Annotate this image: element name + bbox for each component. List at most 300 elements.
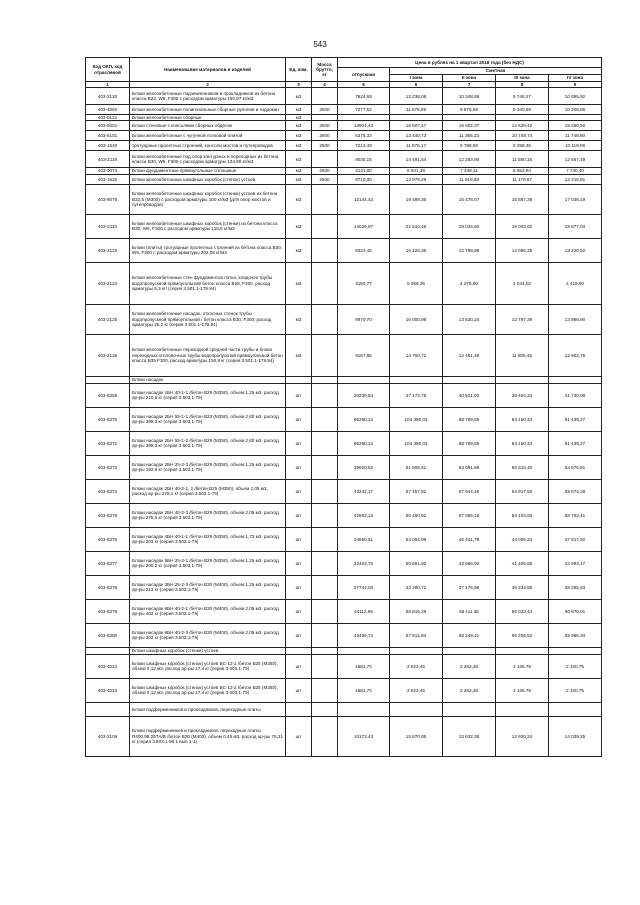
cell-release: 43242,17 — [338, 479, 390, 503]
cell-zone-3: 56 023,44 — [496, 599, 549, 623]
cell-release: 13904,43 — [338, 121, 390, 131]
cell-zone-3 — [496, 702, 549, 716]
cell-unit: шт — [286, 431, 312, 455]
cell-zone-3: 12 797,39 — [496, 304, 549, 334]
cell-mass — [312, 184, 338, 214]
cell-unit — [286, 647, 312, 654]
cell-mass — [312, 599, 338, 623]
table-row — [86, 88, 602, 105]
cell-release: 1681,70 — [338, 678, 390, 702]
cell-code: 403-2120 — [86, 88, 130, 105]
cell-zone-2: 10 348,68 — [443, 88, 496, 105]
section-row — [86, 647, 602, 654]
cell-mass — [312, 551, 338, 575]
cell-release: 7213,49 — [338, 141, 390, 151]
table-row — [86, 503, 602, 527]
cell-zone-4: 59 674,28 — [549, 479, 602, 503]
cell-name: Блоки подферменников и прокладников, переходные плиты — [130, 702, 286, 716]
cell-mass — [312, 654, 338, 678]
cell-release: 3150,77 — [338, 262, 390, 304]
cell-name: Блоки насадок 2БН 25-2-3 /бетон В25 (М350), объем 1,25 м3, расход ар-ры 192,6 кг (серия 3.503.1-79) — [130, 455, 286, 479]
cell-unit: шт — [286, 407, 312, 431]
table-row — [86, 575, 602, 599]
header-price-title: Цена в рублях на 1 квартал 2018 года (без НДС) — [338, 58, 602, 68]
cell-mass — [312, 383, 338, 407]
cell-name: Блоки железобетонные полигональные сборные рулонов и гидрокан — [130, 105, 286, 115]
cell-code: 403-2125 — [86, 304, 130, 334]
cell-zone-4: 2 320,75 — [549, 654, 602, 678]
cell-unit: шт — [286, 383, 312, 407]
cell-unit: м3 — [286, 141, 312, 151]
cell-zone-1: 43 280,72 — [390, 575, 443, 599]
table-row — [86, 407, 602, 431]
cell-unit: шт — [286, 575, 312, 599]
cell-code: 403-8377 — [86, 551, 130, 575]
table-row — [86, 238, 602, 262]
cell-code: 403-1520 — [86, 174, 130, 184]
cell-mass — [312, 678, 338, 702]
cell-code: 403-5101 — [86, 131, 130, 141]
cell-zone-4: 4 419,90 — [549, 262, 602, 304]
cell-zone-2: 2 253,48 — [443, 654, 496, 678]
cell-zone-4: 14 039,25 — [549, 716, 602, 756]
cell-zone-1: 67 457,82 — [390, 479, 443, 503]
cell-zone-1 — [390, 647, 443, 654]
cell-zone-1: 16 000,98 — [390, 304, 443, 334]
cell-zone-3: 12 920,24 — [496, 716, 549, 756]
cell-name: Блоки железобетонные насадок, откосных стенок трубы водопропускной прямоугольной / бетон класса В30, F300, расход арматуры 25,2 кг (серия 3.501.1-179.94) — [130, 304, 286, 334]
cell-mass: 2500 — [312, 121, 338, 131]
cell-code: 403-8375 — [86, 503, 130, 527]
cell-zone-3 — [496, 647, 549, 654]
cell-zone-4: 41 730,08 — [549, 383, 602, 407]
cell-release: 42503,13 — [338, 503, 390, 527]
cell-name: Блоки насадок 2БН 55-1-2 /бетон В25 (М350), объем 2,60 м3, расход ар-ры 398,3 кг (серия 3.503.1-79) — [130, 431, 286, 455]
cell-zone-1: 103 386,03 — [390, 431, 443, 455]
cell-code: 403-4013 — [86, 678, 130, 702]
table-row — [86, 455, 602, 479]
cell-code: 403-8372 — [86, 455, 130, 479]
cell-mass — [312, 431, 338, 455]
cell-zone-3: 44 006,24 — [496, 527, 549, 551]
cell-release: 9424,45 — [338, 238, 390, 262]
cell-name: Блоки фундаментные прямоугольные сплошные — [130, 168, 286, 174]
cell-zone-3: 84 150,43 — [496, 431, 549, 455]
cell-unit: м3 — [286, 238, 312, 262]
cell-zone-3: 4 044,02 — [496, 262, 549, 304]
cell-zone-2: 19 034,60 — [443, 214, 496, 238]
cell-zone-4: 54 676,81 — [549, 455, 602, 479]
cell-zone-4: 60 876,01 — [549, 599, 602, 623]
cell-name: Блоки (плиты) тротуарные пролетных строений из бетона класса В30, W6, F300 с расходом арматуры 202,08 кг/м3 — [130, 238, 286, 262]
cell-mass — [312, 88, 338, 105]
cell-release: 6375,33 — [338, 131, 390, 141]
cell-code: 403-8378 — [86, 575, 130, 599]
cell-zone-2: 13 530,24 — [443, 304, 496, 334]
cell-unit: м3 — [286, 115, 312, 121]
column-number: 2 — [130, 82, 286, 88]
cell-name: Блоки железобетонные с чугунной лотковой плитой — [130, 131, 286, 141]
cell-release: 30239,54 — [338, 383, 390, 407]
cell-zone-2: 16 802,37 — [443, 121, 496, 131]
table-row — [86, 334, 602, 376]
cell-unit: м3 — [286, 334, 312, 376]
cell-zone-1 — [390, 702, 443, 716]
cell-zone-3: 9 258,48 — [496, 141, 549, 151]
cell-unit: м3 — [286, 121, 312, 131]
header-release: отпускная — [338, 68, 390, 82]
cell-zone-1: 47 173,75 — [390, 383, 443, 407]
cell-mass — [312, 702, 338, 716]
cell-zone-2: 53 091,89 — [443, 455, 496, 479]
cell-zone-1: 14 760,72 — [390, 334, 443, 376]
cell-zone-2: 46 431,78 — [443, 527, 496, 551]
cell-zone-3: 2 135,78 — [496, 678, 549, 702]
cell-zone-4 — [549, 702, 602, 716]
cell-zone-2: 88 789,65 — [443, 431, 496, 455]
cell-zone-2: 57 944,46 — [443, 479, 496, 503]
cell-zone-3: 14 626,42 — [496, 121, 549, 131]
cell-unit: шт — [286, 503, 312, 527]
header-zone-3: III зона — [496, 75, 549, 82]
column-number: 3 — [286, 82, 312, 88]
header-name: Наименование материалов и изделий — [130, 58, 286, 82]
cell-name: Блоки насадок 3БН 25-2-3 /бетон В30 (М400), объем 1,25 м3, расход ар-ры 213 кг (серия 3.503.1-79) — [130, 575, 286, 599]
cell-mass — [312, 334, 338, 376]
cell-zone-4: 59 988,34 — [549, 623, 602, 647]
cell-zone-1: 15 870,85 — [390, 716, 443, 756]
cell-code: 403-4012 — [86, 654, 130, 678]
cell-release: 66260,24 — [338, 407, 390, 431]
cell-name: Блоки железобетонные шкафных коробок (стенки) устоев из бетона В22,5 (М300) с расходом арматуры 100 кг/м3 (для опор мостов и путепроводов) — [130, 184, 286, 214]
cell-code — [86, 376, 130, 383]
cell-zone-4: 19 677,04 — [549, 214, 602, 238]
cell-code: 403-2106 — [86, 716, 130, 756]
cell-code — [86, 647, 130, 654]
cell-release: 44112,96 — [338, 599, 390, 623]
cell-code: 403-8376 — [86, 527, 130, 551]
table-row — [86, 105, 602, 115]
cell-zone-1: 61 808,51 — [390, 455, 443, 479]
cell-unit: м3 — [286, 131, 312, 141]
table-row — [86, 131, 602, 141]
cell-unit: м3 — [286, 174, 312, 184]
cell-zone-1: 68 816,29 — [390, 599, 443, 623]
cell-zone-1: 6 641,38 — [390, 168, 443, 174]
cell-code: 403-2110 — [86, 214, 130, 238]
cell-zone-2: 15 478,07 — [443, 184, 496, 214]
cell-name: тротуарные пролетных строений, консоли мостов и путепроводов — [130, 141, 286, 151]
cell-code: 403-8371 — [86, 431, 130, 455]
header-zone-2: II зона — [443, 75, 496, 82]
table-row — [86, 678, 602, 702]
table-row — [86, 383, 602, 407]
table-row — [86, 141, 602, 151]
header-mass: Масса брутто, кг — [312, 58, 338, 82]
cell-mass: 2500 — [312, 105, 338, 115]
cell-zone-3: 38 404,24 — [496, 383, 549, 407]
column-number: 9 — [549, 82, 602, 88]
cell-zone-4 — [549, 376, 602, 383]
table-row — [86, 599, 602, 623]
cell-name: Блоки насадок 2БН 40-2-3 /бетон В25 (М350), объем 2,05 м3, расход ар-ры 275,5 кг (серия 3.503.1-79) — [130, 503, 286, 527]
cell-name: Блоки шкафных коробок (стенок) устоев БС-12-1 /бетон В25 (М350), объем 0,12 м3, расход ар-ры 17,4 кг (серия 3.503.1-79) — [130, 654, 286, 678]
cell-zone-4: 47 817,92 — [549, 527, 602, 551]
cell-zone-3: 54 917,50 — [496, 479, 549, 503]
cell-mass — [312, 214, 338, 238]
cell-zone-1: 15 124,36 — [390, 238, 443, 262]
cell-name: Блоки железобетонные шкафных коробок (стенок) устоев — [130, 174, 286, 184]
column-number: 5 — [338, 82, 390, 88]
cell-zone-3: 15 587,36 — [496, 184, 549, 214]
cell-code — [86, 702, 130, 716]
cell-zone-2 — [443, 647, 496, 654]
cell-release — [338, 647, 390, 654]
cell-name: Блоки насадок 1БН 40-1-1 /бетон В25 (М350), объем 1,25 м3, расход ар-ры 210,5 кг (серия 3.503.1-79) — [130, 383, 286, 407]
cell-zone-2 — [443, 376, 496, 383]
page-number: 543 — [313, 40, 327, 49]
cell-zone-4: 11 748,80 — [549, 131, 602, 141]
cell-release: 1681,70 — [338, 654, 390, 678]
cell-code: 403-8374 — [86, 479, 130, 503]
cell-code: 403-9075 — [86, 184, 130, 214]
cell-zone-1: 16 507,47 — [390, 121, 443, 131]
cell-unit: шт — [286, 527, 312, 551]
cell-release — [338, 376, 390, 383]
cell-zone-4: 7 740,40 — [549, 168, 602, 174]
cell-mass — [312, 503, 338, 527]
cell-release: 27744,03 — [338, 575, 390, 599]
cell-unit: м3 — [286, 168, 312, 174]
cell-zone-4: 10 695,92 — [549, 88, 602, 105]
cell-zone-1: 14 491,54 — [390, 151, 443, 168]
cell-code: 403-2126 — [86, 334, 130, 376]
cell-zone-2: 40 521,03 — [443, 383, 496, 407]
cell-name: Блоки насадок 2БН 40-2-1, 2 /бетон В25 (М350), объем 2,05 м3, расход ар-ры 278,1 кг (серия 3.503.1-79) — [130, 479, 286, 503]
cell-mass — [312, 716, 338, 756]
cell-unit: шт — [286, 654, 312, 678]
table-row — [86, 623, 602, 647]
cell-zone-2: 88 789,65 — [443, 407, 496, 431]
cell-name: Блоки железобетонные подземленников и прокладников из бетона класса В22, W6, F300 с расходом арматуры 156,97 кг/м3 — [130, 88, 286, 105]
cell-release: 4141,00 — [338, 168, 390, 174]
cell-unit: м3 — [286, 184, 312, 214]
table-row — [86, 174, 602, 184]
cell-release: 43469,74 — [338, 623, 390, 647]
cell-name: Блоки насадок 4БН 40-1-1 /бетон В25 (М350), объем 1,73 м3, расход ар-ры 203 кг (серия 3.503.1-79) — [130, 527, 286, 551]
cell-zone-3: 35 234,69 — [496, 575, 549, 599]
cell-zone-4: 58 792,41 — [549, 503, 602, 527]
cell-zone-1: 54 054,99 — [390, 527, 443, 551]
cell-unit: м3 — [286, 151, 312, 168]
column-number: 4 — [312, 82, 338, 88]
cell-zone-3: 6 652,94 — [496, 168, 549, 174]
cell-name: Блоки насадок 2БН 55-1-1 /бетон В23 (М350), объем 2,60 м3, расход ар-ры 398,3 кг (серия 3.503.1-79) — [130, 407, 286, 431]
cell-code: 403-0074 — [86, 168, 130, 174]
cell-name: Блоки насадок 5БН 25-2-1 /бетон В25 (М350), объем 1,25 м3, расход ар-ры 200,2 кг (серия 3.503.1-79) — [130, 551, 286, 575]
cell-mass: 2500 — [312, 141, 338, 151]
cell-zone-2: 9 875,59 — [443, 105, 496, 115]
cell-mass — [312, 262, 338, 304]
table-row — [86, 151, 602, 168]
cell-zone-4: 44 993,17 — [549, 551, 602, 575]
cell-zone-3: 55 206,52 — [496, 623, 549, 647]
cell-zone-2: 12 481,49 — [443, 334, 496, 376]
cell-mass — [312, 623, 338, 647]
cell-zone-1: 2 623,46 — [390, 654, 443, 678]
cell-unit: м3 — [286, 105, 312, 115]
cell-zone-1 — [390, 376, 443, 383]
table-body — [86, 88, 602, 756]
cell-mass: 2500 — [312, 174, 338, 184]
table-row — [86, 184, 602, 214]
price-table — [85, 57, 602, 757]
cell-unit: м3 — [286, 304, 312, 334]
cell-zone-4: 91 439,27 — [549, 407, 602, 431]
cell-zone-3: 18 003,62 — [496, 214, 549, 238]
column-number: 8 — [496, 82, 549, 88]
cell-zone-3: 12 096,25 — [496, 238, 549, 262]
table-row — [86, 214, 602, 238]
cell-release: 9167,86 — [338, 334, 390, 376]
cell-code: 403-8369 — [86, 383, 130, 407]
cell-mass — [312, 527, 338, 551]
cell-release: 14026,97 — [338, 214, 390, 238]
cell-name: Блоки насадок 6БН 40-2-3 /бетон В30 (М400), объем 2,05 м3, расход ар-ры 302 кг (серия 3.503.1-79) — [130, 623, 286, 647]
column-number: 6 — [390, 82, 443, 88]
cell-unit: шт — [286, 716, 312, 756]
cell-name: Блоки насадок — [130, 376, 286, 383]
cell-mass — [312, 647, 338, 654]
cell-code: 403-2123 — [86, 238, 130, 262]
cell-zone-2: 43 666,92 — [443, 551, 496, 575]
cell-mass — [312, 455, 338, 479]
table-row — [86, 304, 602, 334]
header-unit: Ед. изм. — [286, 58, 312, 82]
cell-name: Блоки насадок 6БН 40-2-1 /бетон В30 (М400), объем 2,05 м3, расход ар-ры 402 кг (серия 3.503.1-79) — [130, 599, 286, 623]
cell-release: 7624,69 — [338, 88, 390, 105]
header-zone-4: IV зона — [549, 75, 602, 82]
cell-zone-4: 10 208,85 — [549, 105, 602, 115]
cell-code: 403-4060 — [86, 105, 130, 115]
cell-zone-2: 37 176,98 — [443, 575, 496, 599]
cell-release: 66260,24 — [338, 431, 390, 455]
cell-zone-4: 13 966,90 — [549, 304, 602, 334]
cell-mass: 2500 — [312, 131, 338, 141]
cell-zone-3: 9 746,27 — [496, 88, 549, 105]
cell-name: Блоки железобетонные сборные — [130, 115, 286, 121]
table-row — [86, 479, 602, 503]
cell-code: 403-0121 — [86, 115, 130, 121]
table-row — [86, 431, 602, 455]
cell-zone-1: 13 440,73 — [390, 131, 443, 141]
table-row — [86, 716, 602, 756]
cell-zone-4 — [549, 647, 602, 654]
cell-mass — [312, 407, 338, 431]
cell-release: 39620,82 — [338, 455, 390, 479]
section-row — [86, 376, 602, 383]
cell-mass — [312, 479, 338, 503]
cell-zone-2: 2 253,48 — [443, 678, 496, 702]
cell-mass — [312, 238, 338, 262]
cell-unit: м3 — [286, 262, 312, 304]
cell-zone-2: 11 819,88 — [443, 174, 496, 184]
cell-zone-2: 58 249,41 — [443, 623, 496, 647]
table-header — [86, 58, 602, 88]
cell-unit: шт — [286, 479, 312, 503]
cell-release: 7277,52 — [338, 105, 390, 115]
cell-code: 403-8370 — [86, 407, 130, 431]
cell-zone-4: 12 218,81 — [549, 174, 602, 184]
cell-name: Блоки железобетонные стен фундаментов потка, кладочек трубы водопропускной прямоугольной/ бетон класса В28, F300, расход арматуры 5,3 кг/ (серия 3.501.1-179.94) — [130, 262, 286, 304]
cell-code: 403-5001 — [86, 121, 130, 131]
cell-name: Блоки железобетонные переходной средней части трубы и блоки переходных оголовочных трубы водопропускной прямоугольной бетон класса В35 F300, расход арматуры 150,9 кг (серия 3.501.1-179.94) — [130, 334, 286, 376]
cell-zone-3: 2 135,78 — [496, 654, 549, 678]
column-number: 1 — [86, 82, 130, 88]
cell-name: Блоки стеновые с консолями сборных обделок — [130, 121, 286, 131]
cell-unit: м3 — [286, 88, 312, 105]
table-row — [86, 551, 602, 575]
cell-unit: шт — [286, 678, 312, 702]
cell-code: 403-2124 — [86, 262, 130, 304]
cell-release: 9970,70 — [338, 304, 390, 334]
cell-zone-2: 4 275,60 — [443, 262, 496, 304]
cell-zone-1: 11 576,17 — [390, 141, 443, 151]
column-number: 7 — [443, 82, 496, 88]
table-row — [86, 527, 602, 551]
cell-mass — [312, 151, 338, 168]
table-row — [86, 654, 602, 678]
cell-release — [338, 702, 390, 716]
cell-name: Блоки железобетонные под опор контурных и переходных из бетона класса В30, W6, F300 с расходом арматуры 134,90 кг/м3 — [130, 151, 286, 168]
cell-zone-3: 54 103,83 — [496, 503, 549, 527]
cell-zone-1: 2 623,46 — [390, 678, 443, 702]
cell-zone-3: 50 316,40 — [496, 455, 549, 479]
cell-release: 34650,51 — [338, 527, 390, 551]
cell-zone-3: 11 179,67 — [496, 174, 549, 184]
cell-zone-2: 7 348,11 — [443, 168, 496, 174]
cell-mass — [312, 376, 338, 383]
cell-zone-1: 13 978,29 — [390, 174, 443, 184]
cell-mass: 2500 — [312, 168, 338, 174]
cell-zone-1: 66 460,92 — [390, 503, 443, 527]
cell-zone-2: 12 253,90 — [443, 151, 496, 168]
cell-unit — [286, 376, 312, 383]
cell-zone-1: 19 489,36 — [390, 184, 443, 214]
cell-zone-1: 22 510,49 — [390, 214, 443, 238]
cell-zone-2: 57 085,15 — [443, 503, 496, 527]
cell-unit: шт — [286, 551, 312, 575]
cell-code: 403-8380 — [86, 623, 130, 647]
cell-zone-4: 15 250,92 — [549, 121, 602, 131]
table-row — [86, 121, 602, 131]
header-estimate: Сметная — [390, 68, 602, 75]
cell-release: 12144,42 — [338, 184, 390, 214]
cell-mass — [312, 304, 338, 334]
cell-zone-1: 50 661,60 — [390, 551, 443, 575]
header-code: Код ОКП, код отраслевой — [86, 58, 130, 82]
cell-mass — [312, 575, 338, 599]
cell-release: 9030,15 — [338, 151, 390, 168]
cell-zone-2: 59 111,35 — [443, 599, 496, 623]
cell-name: Блоки подферменников и прокладников, переходные плиты П400.98.25ТА/В /бетон В30 (М400), объем 0,45 м3, расход ар-ры 76,31 кг (серия 3.503.1-96.1 вып.1-1) — [130, 716, 286, 756]
cell-unit: шт — [286, 599, 312, 623]
cell-unit: шт — [286, 623, 312, 647]
cell-unit: шт — [286, 455, 312, 479]
cell-zone-4: 12 902,75 — [549, 334, 602, 376]
cell-zone-2: 11 365,33 — [443, 131, 496, 141]
cell-zone-3: 11 805,45 — [496, 334, 549, 376]
